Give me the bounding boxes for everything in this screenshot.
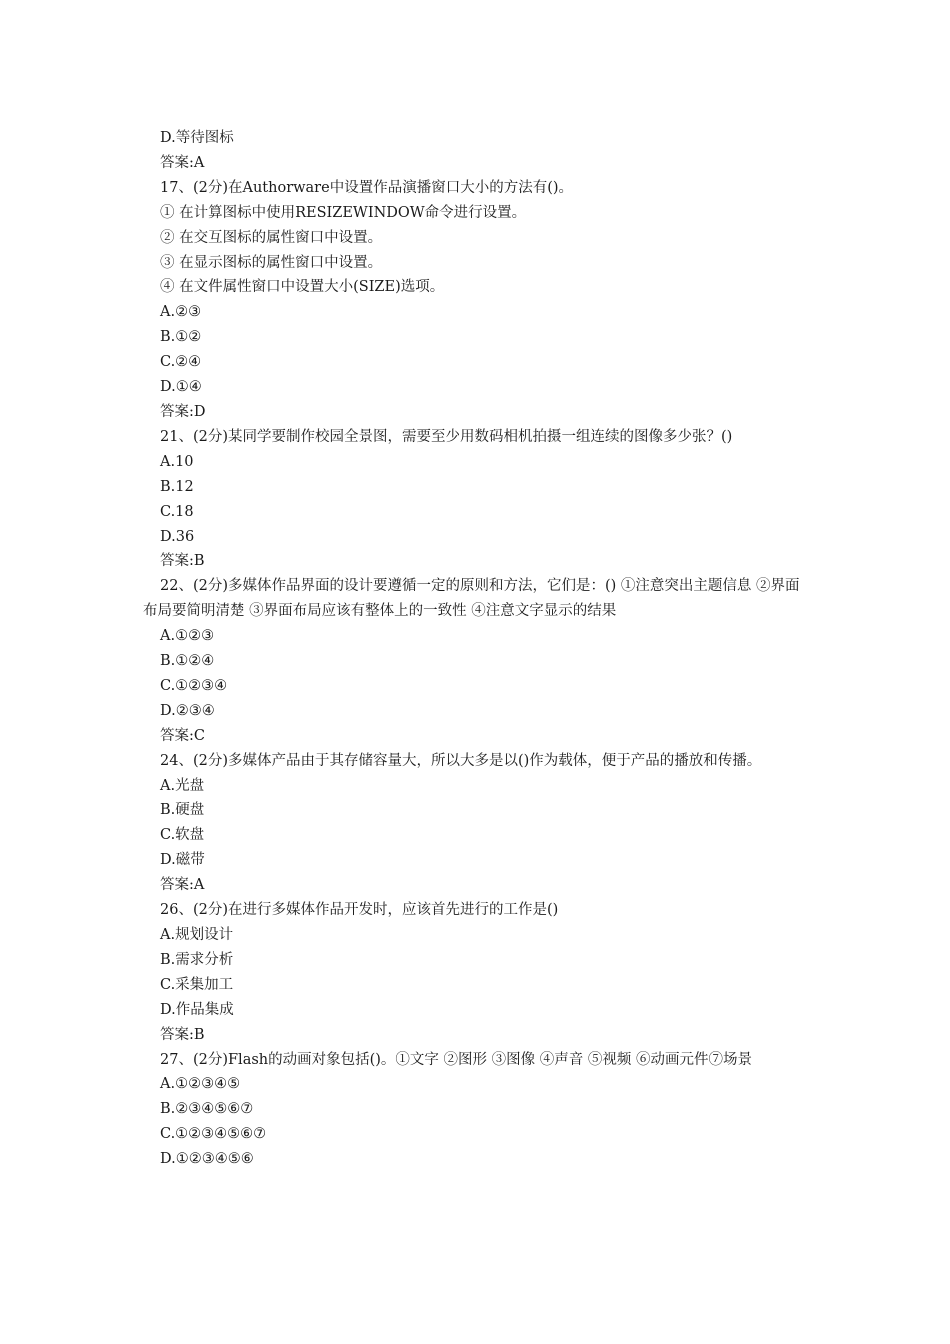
question-22: 22、(2分)多媒体作品界面的设计要遵循一定的原则和方法，它们是：() ①注意突出主题信息 ②界面布局要简明清楚 ③界面布局应该有整体上的一致性 ④注意文字显示的结果 (143, 578, 800, 620)
option-line: B.需求分析 (160, 951, 234, 968)
option-line: B.硬盘 (160, 802, 205, 819)
option-line: D.②③④ (160, 702, 215, 719)
option-line: C.①②③④ (160, 677, 228, 694)
option-line: C.18 (160, 503, 194, 520)
option-line: C.软盘 (160, 827, 205, 844)
option-line: C.②④ (160, 354, 202, 371)
answer-line: 答案:D (160, 403, 206, 420)
option-line: B.①②④ (160, 653, 215, 670)
option-line: A.光盘 (160, 777, 205, 794)
answer-line: 答案:A (160, 154, 205, 171)
question-21: 21、(2分)某同学要制作校园全景图，需要至少用数码相机拍摄一组连续的图像多少张？() (160, 428, 733, 445)
option-line: A.①②③④⑤ (160, 1076, 241, 1093)
option-line: D.①②③④⑤⑥ (160, 1151, 254, 1168)
option-line: C.采集加工 (160, 976, 234, 993)
answer-line: 答案:A (160, 877, 205, 894)
option-line: A.规划设计 (160, 927, 234, 943)
answer-line: 答案:B (160, 1026, 205, 1043)
statement-line: ② 在交互图标的属性窗口中设置。 (160, 229, 383, 246)
answer-line: 答案:B (160, 553, 205, 570)
option-line: D.①④ (160, 379, 202, 396)
question-26: 26、(2分)在进行多媒体作品开发时，应该首先进行的工作是() (160, 902, 559, 919)
option-line: D.作品集成 (160, 1001, 234, 1018)
question-24: 24、(2分)多媒体产品由于其存储容量大，所以大多是以()作为载体，便于产品的播放和传播。 (160, 752, 762, 769)
option-line: A.②③ (160, 304, 202, 321)
option-line: A.①②③ (160, 628, 215, 645)
statement-line: ③ 在显示图标的属性窗口中设置。 (160, 254, 383, 271)
statement-line: ④ 在文件属性窗口中设置大小(SIZE)选项。 (160, 279, 445, 296)
option-line: B.12 (160, 478, 194, 495)
option-line: A.10 (160, 453, 194, 470)
statement-line: ① 在计算图标中使用RESIZEWINDOW命令进行设置。 (160, 204, 527, 221)
question-17: 17、(2分)在Authorware中设置作品演播窗口大小的方法有()。 (160, 179, 574, 196)
option-line: B.①② (160, 329, 202, 346)
document-body (143, 126, 808, 1172)
option-line: D.等待图标 (160, 130, 234, 146)
option-line: C.①②③④⑤⑥⑦ (160, 1126, 267, 1143)
option-line: D.磁带 (160, 852, 205, 869)
question-27: 27、(2分)Flash的动画对象包括()。①文字 ②图形 ③图像 ④声音 ⑤视频 ⑥动画元件⑦场景 (160, 1051, 752, 1068)
answer-line: 答案:C (160, 727, 205, 744)
option-line: B.②③④⑤⑥⑦ (160, 1101, 254, 1118)
option-line: D.36 (160, 528, 195, 545)
